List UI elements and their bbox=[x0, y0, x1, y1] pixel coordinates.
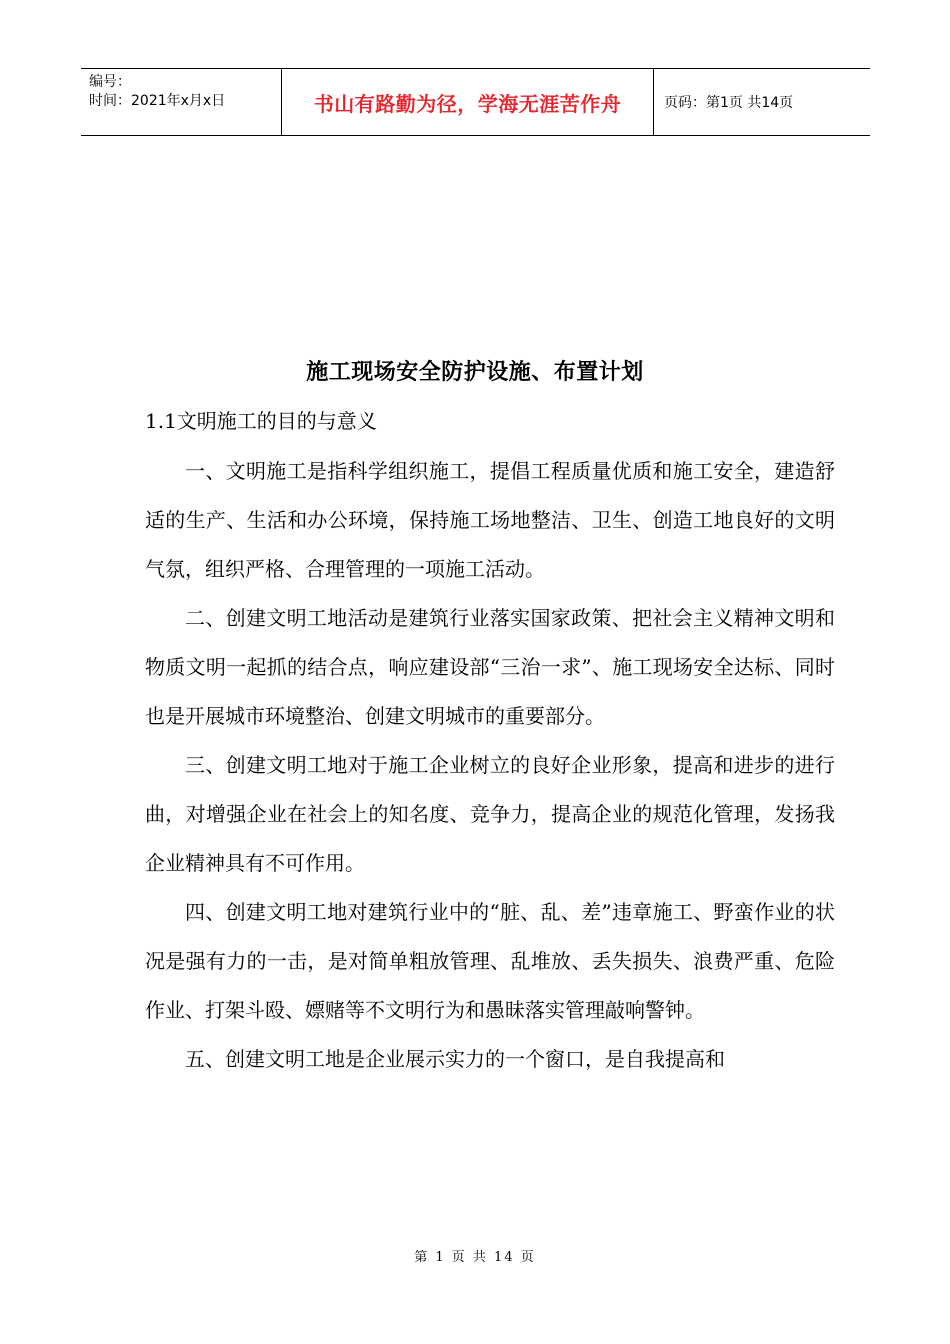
paragraph-1: 一、文明施工是指科学组织施工，提倡工程质量优质和施工安全，建造舒适的生产、生活和办公环境，保持施工场地整洁、卫生、创造工地良好的文明气氛，组织严格、合理管理的一项施工活动。 bbox=[145, 459, 835, 581]
paragraph-5: 五、创建文明工地是企业展示实力的一个窗口，是自我提高和 bbox=[185, 1047, 725, 1071]
document-header bbox=[81, 68, 870, 136]
document-number-label: 编号： bbox=[89, 74, 131, 90]
section-heading: 1.1文明施工的目的与意义 bbox=[145, 409, 377, 433]
paragraph-4: 四、创建文明工地对建筑行业中的“脏、乱、差”违章施工、野蛮作业的状况是强有力的一击，是对简单粗放管理、乱堆放、丢失损失、浪费严重、危险作业、打架斗殴、嫖赌等不文明行为和愚昧落实管理敲响警钟。 bbox=[145, 900, 835, 1022]
header-motto: 书山有路勤为径，学海无涯苦作舟 bbox=[281, 69, 654, 135]
paragraph-3: 三、创建文明工地对于施工企业树立的良好企业形象，提高和进步的进行曲，对增强企业在社会上的知名度、竞争力，提高企业的规范化管理，发扬我企业精神具有不可作用。 bbox=[145, 753, 835, 875]
document-body bbox=[145, 447, 835, 1084]
header-meta bbox=[81, 69, 281, 135]
document-title: 施工现场安全防护设施、布置计划 bbox=[306, 359, 644, 385]
page-footer: 第 1 页 共 14 页 bbox=[414, 1250, 536, 1265]
header-page-info: 页码：第1页 共14页 bbox=[664, 95, 794, 111]
paragraph-2: 二、创建文明工地活动是建筑行业落实国家政策、把社会主义精神文明和物质文明一起抓的结合点，响应建设部“三治一求”、施工现场安全达标、同时也是开展城市环境整治、创建文明城市的重要部分。 bbox=[145, 606, 835, 728]
document-date: 时间：2021年x月x日 bbox=[89, 93, 226, 109]
